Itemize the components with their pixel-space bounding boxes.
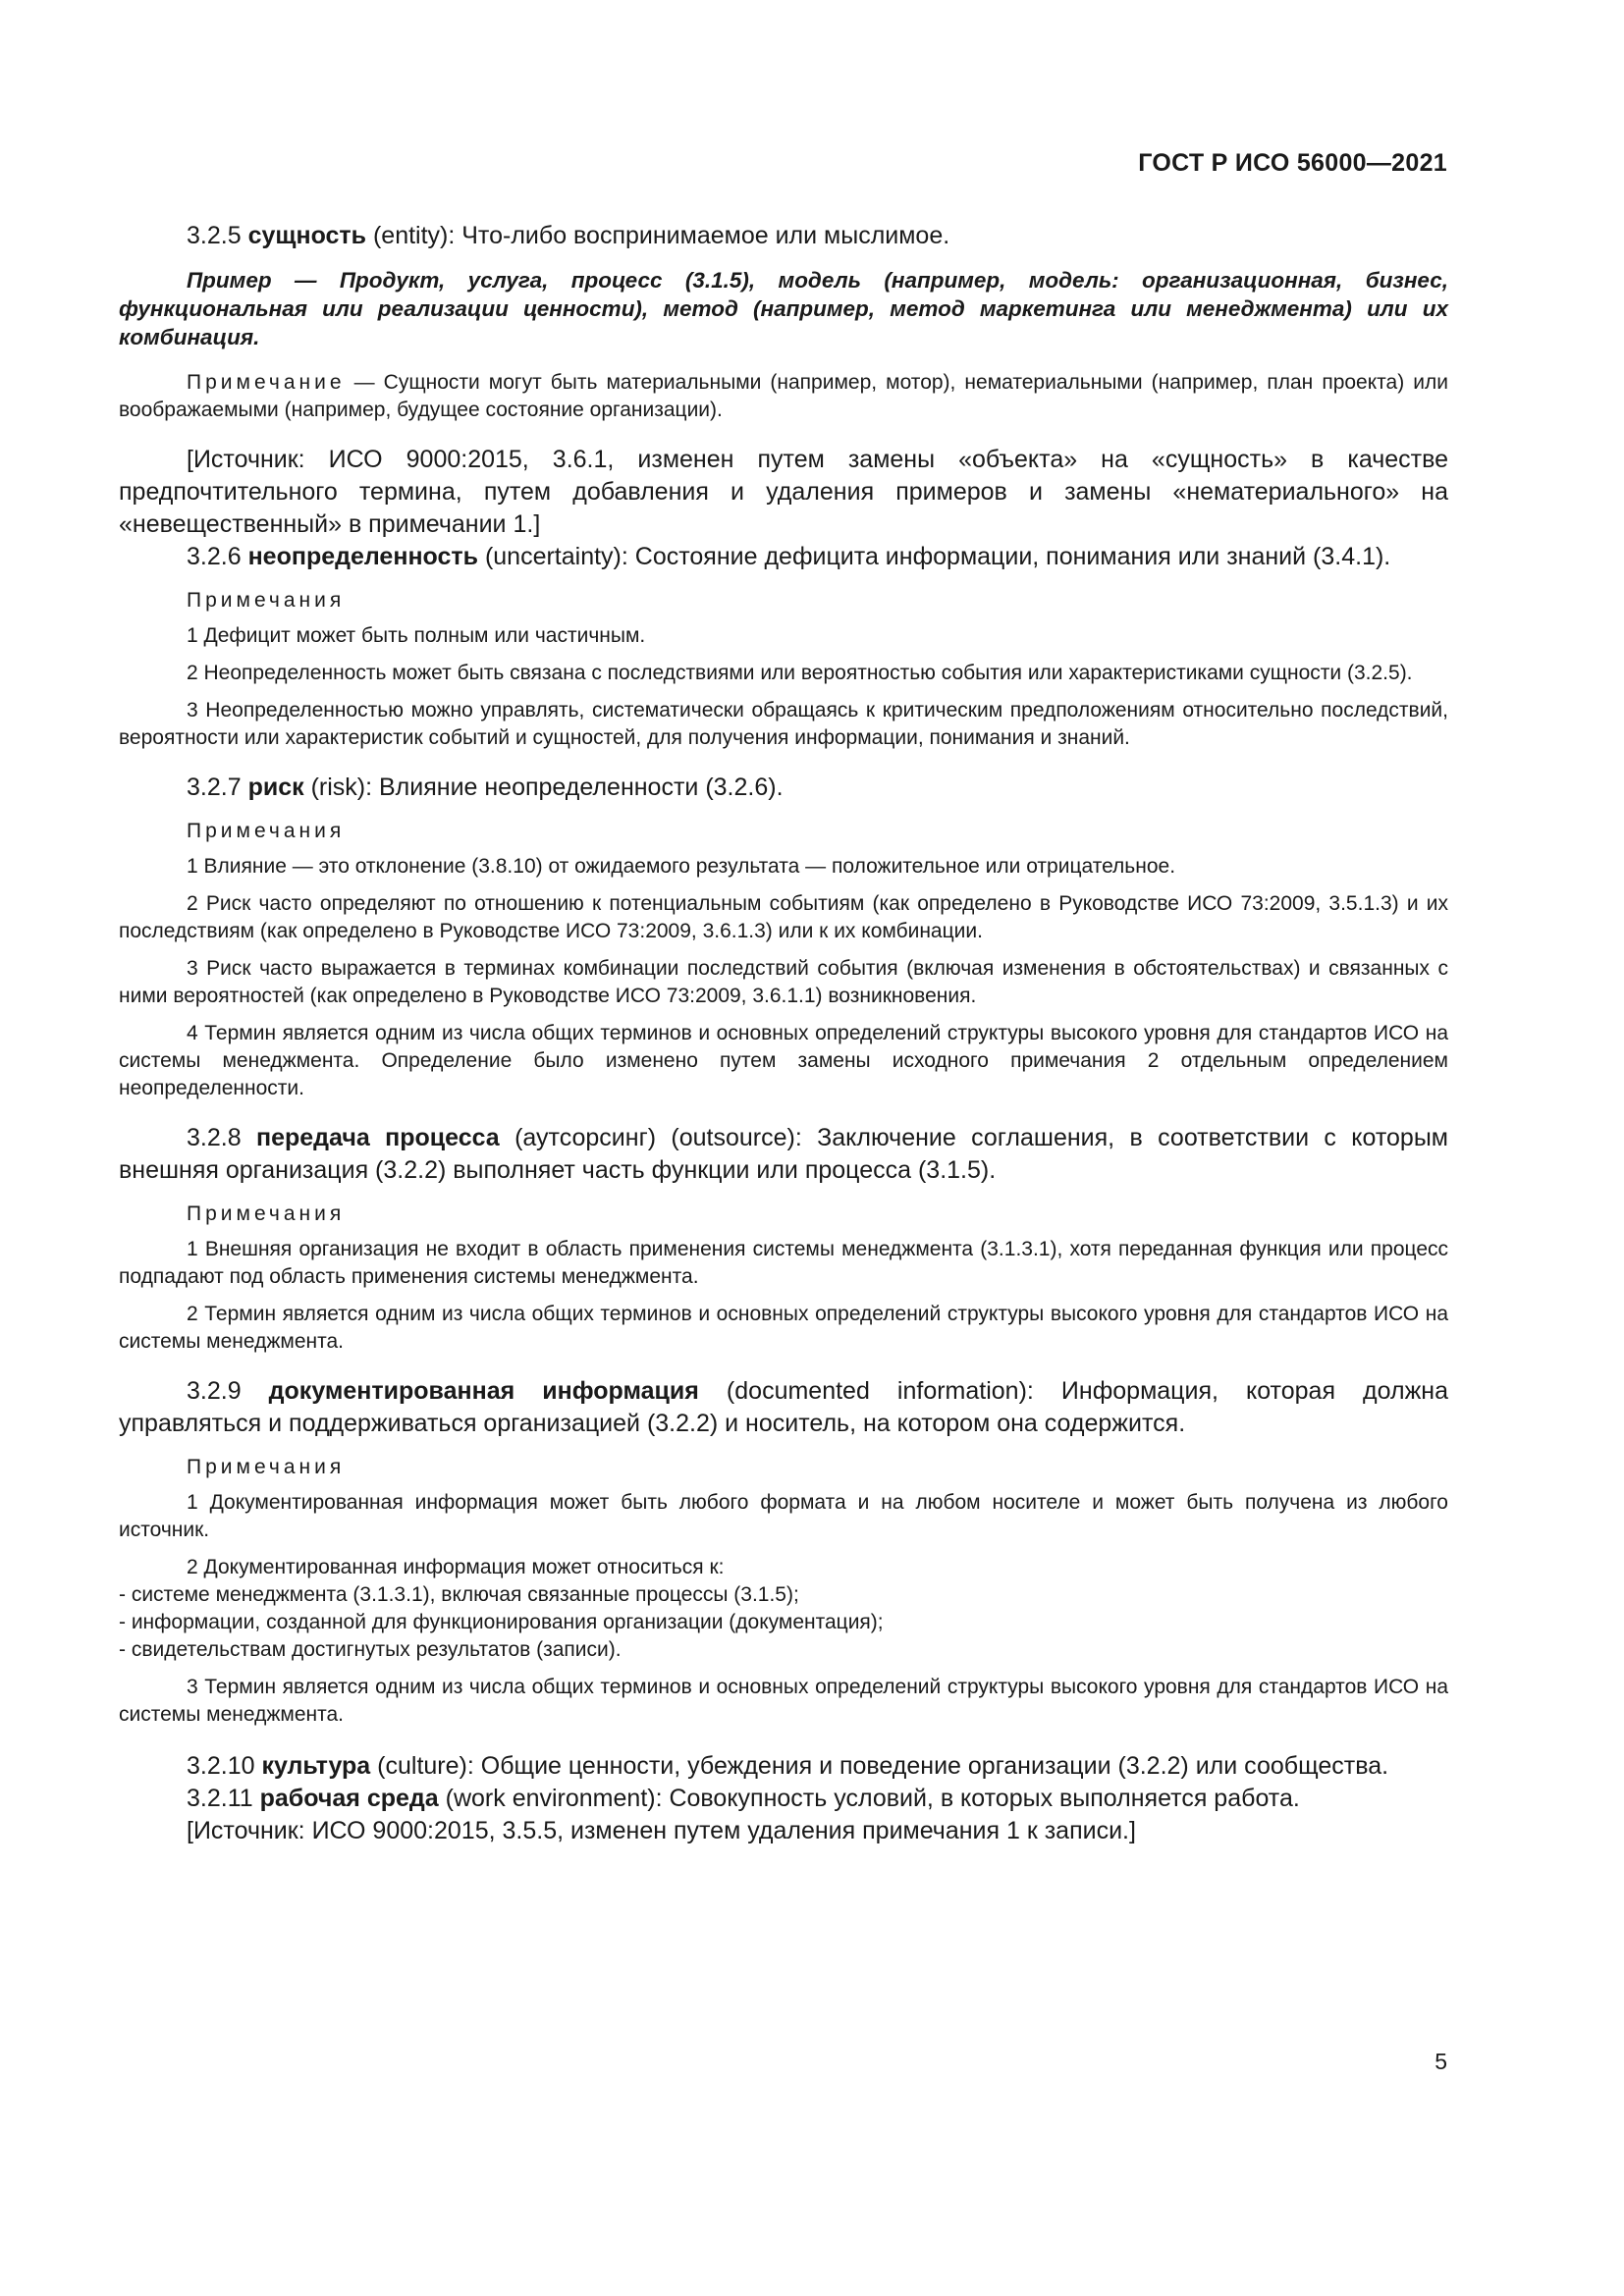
term-name: передача процесса bbox=[255, 1124, 500, 1151]
term-definition: (аутсорсинг) (outsource): Заключение соглашения, в соответствии с которым внешняя организация (3.2.2) выполняет часть функции или процесса (3.1.5). bbox=[119, 1124, 1448, 1184]
list-item: - информации, созданной для функционирования организации (документация); bbox=[119, 1611, 884, 1633]
term-definition: (documented information): Информация, которая должна управляться и поддерживаться организацией (3.2.2) и носитель, на котором она содержится. bbox=[119, 1377, 1449, 1437]
note-item: 1 Дефицит может быть полным или частичным. bbox=[187, 624, 646, 647]
term-name: сущность bbox=[247, 222, 367, 249]
term-entry-3-2-6 bbox=[119, 541, 1448, 573]
term-name: неопределенность bbox=[247, 543, 478, 570]
note-item: 1 Влияние — это отклонение (3.8.10) от ожидаемого результата — положительное или отрицательное. bbox=[187, 855, 1176, 878]
note-item: 1 Документированная информация может быть любого формата и на любом носителе и может быть получена из любого источник. bbox=[119, 1491, 1448, 1541]
note-item: 1 Внешняя организация не входит в область применения системы менеджмента (3.1.3.1), хотя переданная функция или процесс подпадают под область применения системы менеджмента. bbox=[119, 1238, 1448, 1288]
term-number: 3.2.8 bbox=[187, 1124, 256, 1151]
term-name: рабочая среда bbox=[259, 1785, 439, 1812]
term-entry-3-2-11 bbox=[119, 1783, 1448, 1815]
term-entry-3-2-9 bbox=[119, 1375, 1448, 1440]
note-item: 4 Термин является одним из числа общих терминов и основных определений структуры высокого уровня для стандартов ИСО на системы менеджмента. Определение было изменено путем замены исходного примечания 2 отдельным определением неопределенности. bbox=[119, 1022, 1448, 1099]
term-number: 3.2.10 bbox=[187, 1752, 262, 1780]
term-note bbox=[119, 369, 1448, 424]
list-item: - свидетельствам достигнутых результатов (записи). bbox=[119, 1638, 622, 1661]
note-item: 2 Документированная информация может относиться к: bbox=[187, 1556, 725, 1578]
term-entry-3-2-7 bbox=[119, 772, 1448, 804]
term-definition: (risk): Влияние неопределенности (3.2.6). bbox=[303, 774, 784, 801]
term-example: Пример — Продукт, услуга, процесс (3.1.5), модель (например, модель: организационная, бизнес, функциональная или реализации ценности), метод (например, метод маркетинга или менеджмента) или их комбинация. bbox=[119, 268, 1448, 349]
term-entry-3-2-10 bbox=[119, 1750, 1448, 1783]
term-definition: (work environment): Совокупность условий, в которых выполняется работа. bbox=[438, 1785, 1300, 1812]
page-number: 5 bbox=[1435, 2049, 1447, 2074]
term-source: [Источник: ИСО 9000:2015, 3.6.1, изменен путем замены «объекта» на «сущность» в качестве предпочтительного термина, путем добавления и удаления примеров и замены «нематериального» на «невещественный» в примечании 1.] bbox=[119, 446, 1448, 538]
term-entry-3-2-8 bbox=[119, 1122, 1448, 1187]
notes-heading: Примечания bbox=[187, 1202, 346, 1225]
term-definition: (culture): Общие ценности, убеждения и поведение организации (3.2.2) или сообщества. bbox=[370, 1752, 1389, 1780]
notes-heading: Примечания bbox=[187, 820, 346, 842]
note-item: 2 Термин является одним из числа общих терминов и основных определений структуры высокого уровня для стандартов ИСО на системы менеджмента. bbox=[119, 1303, 1448, 1353]
term-number: 3.2.6 bbox=[187, 543, 248, 570]
note-item: 3 Неопределенностью можно управлять, систематически обращаясь к критическим предположениям относительно последствий, вероятности или характеристик событий и сущностей, для получения информации, понимания и знаний. bbox=[119, 699, 1448, 749]
notes-heading: Примечания bbox=[187, 1456, 346, 1478]
notes-heading: Примечания bbox=[187, 589, 346, 612]
term-number: 3.2.7 bbox=[187, 774, 248, 801]
list-item: - системе менеджмента (3.1.3.1), включая связанные процессы (3.1.5); bbox=[119, 1583, 799, 1606]
term-definition: (entity): Что-либо воспринимаемое или мыслимое. bbox=[366, 222, 950, 249]
term-name: риск bbox=[247, 774, 304, 801]
term-definition: (uncertainty): Состояние дефицита информации, понимания или знаний (3.4.1). bbox=[478, 543, 1391, 570]
term-number: 3.2.5 bbox=[187, 222, 248, 249]
note-item: 3 Риск часто выражается в терминах комбинации последствий события (включая изменения в обстоятельствах) и связанных с ними вероятностей (как определено в Руководстве ИСО 73:2009, 3.6.1.1) возникновения. bbox=[119, 957, 1448, 1007]
document-body bbox=[119, 220, 1448, 1847]
term-number: 3.2.9 bbox=[187, 1377, 269, 1405]
document-header: ГОСТ Р ИСО 56000—2021 bbox=[1138, 149, 1447, 177]
note-item: 2 Неопределенность может быть связана с последствиями или вероятностью события или характеристиками сущности (3.2.5). bbox=[187, 662, 1413, 684]
term-source: [Источник: ИСО 9000:2015, 3.5.5, изменен путем удаления примечания 1 к записи.] bbox=[187, 1817, 1136, 1844]
note-text: — Сущности могут быть материальными (например, мотор), нематериальными (например, план проекта) или воображаемыми (например, будущее состояние организации). bbox=[119, 371, 1448, 421]
term-name: культура bbox=[261, 1752, 371, 1780]
term-entry-3-2-5 bbox=[119, 220, 1448, 252]
term-name: документированная информация bbox=[268, 1377, 699, 1405]
note-item: 3 Термин является одним из числа общих терминов и основных определений структуры высокого уровня для стандартов ИСО на системы менеджмента. bbox=[119, 1676, 1448, 1726]
term-number: 3.2.11 bbox=[187, 1785, 260, 1812]
note-label: Примечание bbox=[187, 371, 346, 394]
note-item: 2 Риск часто определяют по отношению к потенциальным событиям (как определено в Руководстве ИСО 73:2009, 3.5.1.3) и их последствиям (как определено в Руководстве ИСО 73:2009, 3.6.1.3) или к их комбинации. bbox=[119, 892, 1448, 942]
